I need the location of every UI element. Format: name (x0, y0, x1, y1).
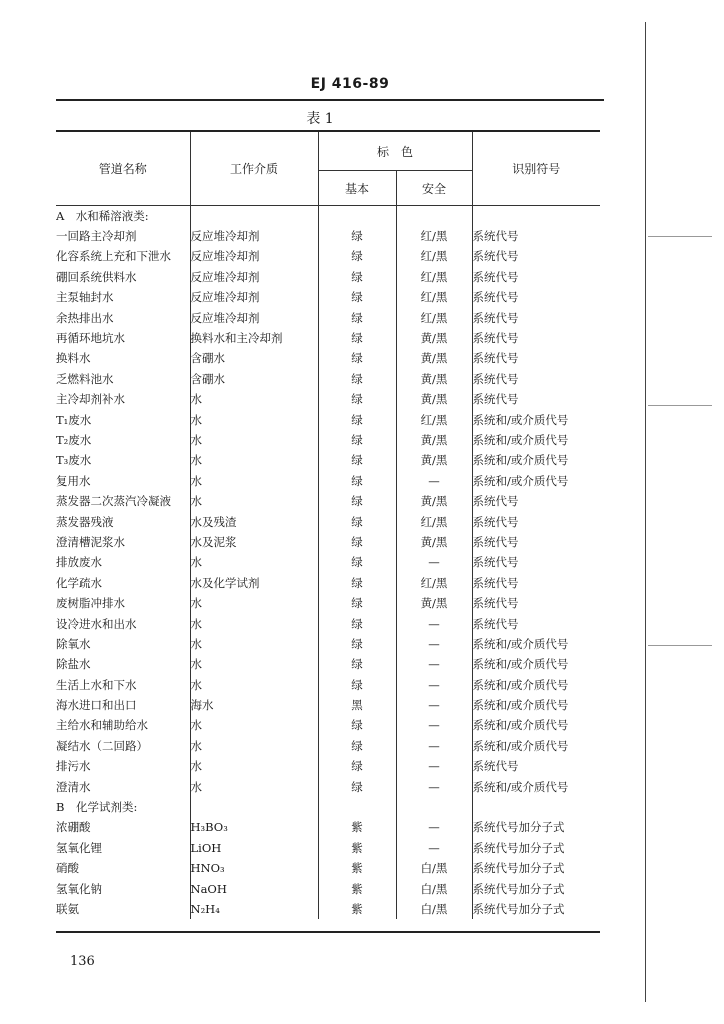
basic-color-cell: 绿 (318, 409, 396, 429)
safety-color-cell: — (396, 756, 472, 776)
header-medium: 工作介质 (190, 132, 318, 206)
medium-cell: 水 (190, 430, 318, 450)
medium-cell: 反应堆冷却剂 (190, 307, 318, 327)
basic-color-cell: 绿 (318, 471, 396, 491)
table-row (56, 307, 600, 327)
basic-color-cell: 绿 (318, 287, 396, 307)
basic-color-cell: 绿 (318, 776, 396, 796)
pipe-name-cell: 一回路主冷却剂 (56, 229, 137, 244)
basic-color-cell: 绿 (318, 654, 396, 674)
safety-color-cell: 白/黑 (396, 878, 472, 898)
pipe-name-cell: 澄清槽泥浆水 (56, 534, 125, 549)
medium-cell: 水及泥浆 (190, 532, 318, 552)
table-row (56, 756, 600, 776)
medium-cell: 水 (190, 471, 318, 491)
pipe-name-cell: 除盐水 (56, 657, 91, 672)
symbol-cell: 系统代号 (472, 532, 600, 552)
basic-color-cell: 绿 (318, 532, 396, 552)
basic-color-cell: 绿 (318, 450, 396, 470)
safety-color-cell: 黄/黑 (396, 348, 472, 368)
safety-color-cell: — (396, 634, 472, 654)
symbol-cell: 系统代号加分子式 (472, 858, 600, 878)
table-row (56, 328, 600, 348)
header-pipe-name: 管道名称 (56, 132, 190, 206)
table-row (56, 573, 600, 593)
medium-cell: NaOH (190, 878, 318, 898)
table-row (56, 736, 600, 756)
symbol-cell: 系统和/或介质代号 (472, 715, 600, 735)
pipe-name-cell: 复用水 (56, 473, 91, 488)
basic-color-cell: 绿 (318, 756, 396, 776)
basic-color-cell: 绿 (318, 430, 396, 450)
safety-color-cell: 红/黑 (396, 246, 472, 266)
symbol-cell: 系统代号 (472, 246, 600, 266)
table-row (56, 369, 600, 389)
basic-color-cell: 紫 (318, 817, 396, 837)
table-row (56, 226, 600, 246)
pipe-name-cell: 换料水 (56, 351, 91, 366)
medium-cell: 水 (190, 491, 318, 511)
pipe-name-cell: 化容系统上充和下泄水 (56, 249, 171, 264)
table-row (56, 430, 600, 450)
table-row (56, 776, 600, 796)
header-basic-color: 基本 (318, 171, 396, 206)
pipe-name-cell: 生活上水和下水 (56, 677, 137, 692)
table-row (56, 674, 600, 694)
table-row (56, 491, 600, 511)
safety-color-cell: — (396, 471, 472, 491)
basic-color-cell: 绿 (318, 389, 396, 409)
table-row (56, 858, 600, 878)
medium-cell: 水 (190, 654, 318, 674)
scan-edge-mark (648, 405, 712, 406)
safety-color-cell: 红/黑 (396, 409, 472, 429)
symbol-cell: 系统和/或介质代号 (472, 654, 600, 674)
safety-color-cell: 红/黑 (396, 267, 472, 287)
scan-edge-mark (648, 645, 712, 646)
medium-cell: 水 (190, 409, 318, 429)
table-row (56, 838, 600, 858)
symbol-cell: 系统和/或介质代号 (472, 450, 600, 470)
symbol-cell: 系统代号 (472, 511, 600, 531)
safety-color-cell: — (396, 736, 472, 756)
pipe-name-cell: 主冷却剂补水 (56, 392, 125, 407)
basic-color-cell: 绿 (318, 552, 396, 572)
symbol-cell: 系统代号 (472, 573, 600, 593)
pipe-name-cell: 排污水 (56, 759, 91, 774)
pipe-name-cell: 凝结水（二回路） (56, 738, 148, 753)
pipe-name-cell: 联氨 (56, 901, 79, 916)
basic-color-cell: 绿 (318, 593, 396, 613)
pipe-name-cell: T₃废水 (56, 453, 92, 468)
medium-cell: 反应堆冷却剂 (190, 246, 318, 266)
pipe-name-cell: 主给水和辅助给水 (56, 718, 148, 733)
safety-color-cell: — (396, 654, 472, 674)
basic-color-cell: 紫 (318, 878, 396, 898)
safety-color-cell: — (396, 552, 472, 572)
basic-color-cell: 绿 (318, 715, 396, 735)
header-safety-color: 安全 (396, 171, 472, 206)
safety-color-cell: 红/黑 (396, 573, 472, 593)
basic-color-cell: 绿 (318, 267, 396, 287)
scan-edge-line (645, 22, 646, 1002)
symbol-cell: 系统和/或介质代号 (472, 634, 600, 654)
pipe-name-cell: T₁废水 (56, 412, 92, 427)
symbol-cell: 系统代号 (472, 348, 600, 368)
medium-cell: 水 (190, 634, 318, 654)
medium-cell: 水 (190, 613, 318, 633)
medium-cell: 含硼水 (190, 369, 318, 389)
table-row (56, 552, 600, 572)
section-a-row (56, 206, 600, 226)
pipe-name-cell: 氢氧化钠 (56, 881, 102, 896)
safety-color-cell: — (396, 817, 472, 837)
table-row (56, 471, 600, 491)
symbol-cell: 系统和/或介质代号 (472, 776, 600, 796)
symbol-cell: 系统代号加分子式 (472, 899, 600, 919)
table-row (56, 267, 600, 287)
basic-color-cell: 绿 (318, 573, 396, 593)
safety-color-cell: — (396, 715, 472, 735)
basic-color-cell: 绿 (318, 634, 396, 654)
safety-color-cell: 白/黑 (396, 899, 472, 919)
table-row (56, 634, 600, 654)
pipe-name-cell: 蒸发器残液 (56, 514, 114, 529)
medium-cell: 换料水和主冷却剂 (190, 328, 318, 348)
symbol-cell: 系统代号 (472, 389, 600, 409)
basic-color-cell: 绿 (318, 674, 396, 694)
symbol-cell: 系统代号 (472, 369, 600, 389)
medium-cell: 海水 (190, 695, 318, 715)
safety-color-cell: 黄/黑 (396, 450, 472, 470)
symbol-cell: 系统和/或介质代号 (472, 471, 600, 491)
medium-cell: H₃BO₃ (190, 817, 318, 837)
medium-cell: 水 (190, 736, 318, 756)
medium-cell: 水 (190, 593, 318, 613)
symbol-cell: 系统代号加分子式 (472, 878, 600, 898)
safety-color-cell: — (396, 695, 472, 715)
symbol-cell: 系统代号 (472, 491, 600, 511)
symbol-cell: 系统和/或介质代号 (472, 430, 600, 450)
document-code: EJ 416-89 (310, 76, 390, 92)
medium-cell: 水 (190, 776, 318, 796)
basic-color-cell: 绿 (318, 511, 396, 531)
table-row (56, 348, 600, 368)
safety-color-cell: 红/黑 (396, 307, 472, 327)
safety-color-cell: — (396, 838, 472, 858)
medium-cell: N₂H₄ (190, 899, 318, 919)
medium-cell: 水 (190, 389, 318, 409)
medium-cell: 水及残渣 (190, 511, 318, 531)
basic-color-cell: 绿 (318, 491, 396, 511)
pipe-name-cell: 废树脂冲排水 (56, 596, 125, 611)
safety-color-cell: 黄/黑 (396, 430, 472, 450)
header-color: 标 色 (318, 132, 472, 171)
table-row (56, 817, 600, 837)
table-row (56, 409, 600, 429)
table-row (56, 654, 600, 674)
basic-color-cell: 绿 (318, 736, 396, 756)
table-row (56, 715, 600, 735)
pipe-name-cell: 海水进口和出口 (56, 698, 137, 713)
pipe-name-cell: 除氧水 (56, 636, 91, 651)
table-row (56, 246, 600, 266)
safety-color-cell: 黄/黑 (396, 593, 472, 613)
symbol-cell: 系统代号加分子式 (472, 817, 600, 837)
table-row (56, 593, 600, 613)
table-row (56, 878, 600, 898)
symbol-cell: 系统代号 (472, 756, 600, 776)
medium-cell: 水 (190, 715, 318, 735)
basic-color-cell: 紫 (318, 838, 396, 858)
basic-color-cell: 绿 (318, 246, 396, 266)
safety-color-cell: 黄/黑 (396, 328, 472, 348)
basic-color-cell: 绿 (318, 226, 396, 246)
pipe-name-cell: 澄清水 (56, 779, 91, 794)
basic-color-cell: 紫 (318, 858, 396, 878)
symbol-cell: 系统代号加分子式 (472, 838, 600, 858)
table-row (56, 450, 600, 470)
section-b-row (56, 797, 600, 817)
medium-cell: 水 (190, 674, 318, 694)
pipe-name-cell: 蒸发器二次蒸汽冷凝液 (56, 494, 171, 509)
pipe-name-cell: 氢氧化锂 (56, 840, 102, 855)
pipe-color-table (56, 132, 600, 919)
symbol-cell: 系统和/或介质代号 (472, 736, 600, 756)
medium-cell: 含硼水 (190, 348, 318, 368)
symbol-cell: 系统代号 (472, 552, 600, 572)
medium-cell: LiOH (190, 838, 318, 858)
symbol-cell: 系统代号 (472, 613, 600, 633)
basic-color-cell: 绿 (318, 328, 396, 348)
basic-color-cell: 紫 (318, 899, 396, 919)
safety-color-cell: 红/黑 (396, 287, 472, 307)
table-row (56, 532, 600, 552)
safety-color-cell: 红/黑 (396, 226, 472, 246)
safety-color-cell: 黄/黑 (396, 532, 472, 552)
pipe-name-cell: 再循环地坑水 (56, 331, 125, 346)
medium-cell: 反应堆冷却剂 (190, 226, 318, 246)
safety-color-cell: 黄/黑 (396, 389, 472, 409)
symbol-cell: 系统代号 (472, 307, 600, 327)
pipe-name-cell: 硼回系统供料水 (56, 269, 137, 284)
table-row (56, 511, 600, 531)
table-row (56, 389, 600, 409)
medium-cell: 水及化学试剂 (190, 573, 318, 593)
table-row (56, 613, 600, 633)
symbol-cell: 系统和/或介质代号 (472, 674, 600, 694)
table-title: 表 1 (306, 111, 334, 127)
safety-color-cell: 白/黑 (396, 858, 472, 878)
pipe-name-cell: 排放废水 (56, 555, 102, 570)
pipe-name-cell: 余热排出水 (56, 310, 114, 325)
medium-cell: 反应堆冷却剂 (190, 287, 318, 307)
safety-color-cell: 红/黑 (396, 511, 472, 531)
safety-color-cell: — (396, 613, 472, 633)
pipe-name-cell: 设冷进水和出水 (56, 616, 137, 631)
symbol-cell: 系统代号 (472, 287, 600, 307)
safety-color-cell: 黄/黑 (396, 369, 472, 389)
medium-cell: 水 (190, 756, 318, 776)
table-row (56, 899, 600, 919)
basic-color-cell: 绿 (318, 613, 396, 633)
table-row (56, 695, 600, 715)
basic-color-cell: 绿 (318, 348, 396, 368)
symbol-cell: 系统代号 (472, 593, 600, 613)
pipe-name-cell: T₂废水 (56, 432, 92, 447)
medium-cell: 反应堆冷却剂 (190, 267, 318, 287)
section-heading: A 水和稀溶液类: (56, 208, 149, 223)
table-row (56, 287, 600, 307)
symbol-cell: 系统和/或介质代号 (472, 695, 600, 715)
symbol-cell: 系统代号 (472, 328, 600, 348)
basic-color-cell: 黑 (318, 695, 396, 715)
basic-color-cell: 绿 (318, 369, 396, 389)
table-bottom-rule (56, 931, 600, 933)
safety-color-cell: 黄/黑 (396, 491, 472, 511)
symbol-cell: 系统代号 (472, 226, 600, 246)
safety-color-cell: — (396, 674, 472, 694)
medium-cell: HNO₃ (190, 858, 318, 878)
pipe-name-cell: 乏燃料池水 (56, 371, 114, 386)
page-number: 136 (70, 954, 95, 969)
header-rule (56, 99, 604, 101)
medium-cell: 水 (190, 552, 318, 572)
section-heading: B 化学试剂类: (56, 800, 138, 815)
pipe-name-cell: 化学疏水 (56, 575, 102, 590)
pipe-name-cell: 主泵轴封水 (56, 290, 114, 305)
scan-edge-mark (648, 236, 712, 237)
medium-cell: 水 (190, 450, 318, 470)
pipe-name-cell: 浓硼酸 (56, 820, 91, 835)
basic-color-cell: 绿 (318, 307, 396, 327)
symbol-cell: 系统代号 (472, 267, 600, 287)
header-symbol: 识别符号 (472, 132, 600, 206)
symbol-cell: 系统和/或介质代号 (472, 409, 600, 429)
pipe-name-cell: 硝酸 (56, 861, 79, 876)
safety-color-cell: — (396, 776, 472, 796)
